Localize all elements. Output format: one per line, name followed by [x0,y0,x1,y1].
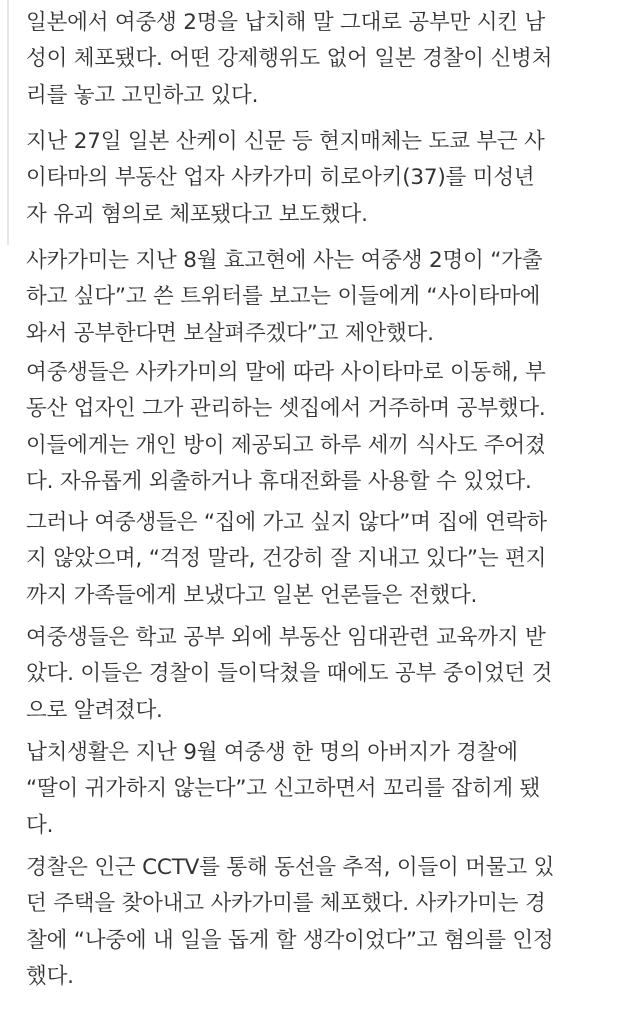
paragraph-line: 리를 놓고 고민하고 있다. [26,82,259,108]
paragraph-line: 사카가미는 지난 8월 효고현에 사는 여중생 2명이 “가출 [26,248,543,273]
paragraph-8 [26,850,631,996]
paragraph-line: 까지 가족들에게 보냈다고 일본 언론들은 전했다. [26,582,478,608]
paragraph-3 [26,243,631,352]
paragraph-line: 동산 업자인 그가 관리하는 셋집에서 거주하며 공부했다. [26,396,546,422]
paragraph-line: 지 않았으며, “걱정 말라, 건강히 잘 지내고 있다”는 편지 [26,546,547,572]
paragraph-line: 성이 체포됐다. 어떤 강제행위도 없어 일본 경찰이 신병처 [26,46,553,72]
paragraph-line: 자 유괴 혐의로 체포됐다고 보도했다. [26,201,368,227]
paragraph-line: 일본에서 여중생 2명을 납치해 말 그대로 공부만 시킨 남 [26,10,546,35]
paragraph-5 [26,505,631,614]
paragraph-2 [26,124,631,233]
paragraph-line: 납치생활은 지난 9월 여중생 한 명의 아버지가 경찰에 [26,740,518,765]
paragraph-line: 이들에게는 개인 방이 제공되고 하루 세끼 식사도 주어졌 [26,432,546,458]
paragraph-line: 여중생들은 사카가미의 말에 따라 사이타마로 이동해, 부 [26,360,546,385]
paragraph-line: 와서 공부한다면 보살펴주겠다”고 제안했다. [26,320,434,346]
paragraph-line: 다. 자유롭게 외출하거나 휴대전화를 사용할 수 있었다. [26,469,532,495]
paragraph-line: “딸이 귀가하지 않는다”고 신고하면서 꼬리를 잡히게 됐 [26,776,541,802]
paragraph-line: 찰에 “나중에 내 일을 돕게 할 생각이었다”고 혐의를 인정 [26,927,554,953]
paragraph-line: 했다. [26,964,74,990]
paragraph-line: 하고 싶다”고 쓴 트위터를 보고는 이들에게 “사이타마에 [26,284,541,310]
paragraph-line: 이타마의 부동산 업자 사카가미 히로아키(37)를 미성년 [26,165,535,191]
paragraph-6 [26,620,631,729]
paragraph-line: 여중생들은 학교 공부 외에 부동산 임대관련 교육까지 받 [26,625,546,650]
paragraph-line: 그러나 여중생들은 “집에 가고 싶지 않다”며 집에 연락하 [26,510,547,535]
paragraph-line: 던 주택을 찾아내고 사카가미를 체포했다. 사카가미는 경 [26,891,546,917]
quote-rule [7,0,9,245]
paragraph-line: 으로 알려졌다. [26,697,163,723]
paragraph-line: 지난 27일 일본 산케이 신문 등 현지매체는 도쿄 부근 사 [26,129,545,154]
paragraph-1 [26,5,631,114]
paragraph-line: 았다. 이들은 경찰이 들이닥쳤을 때에도 공부 중이었던 것 [26,661,553,687]
paragraph-line: 경찰은 인근 CCTV를 통해 동선을 추적, 이들이 머물고 있 [26,855,555,880]
paragraph-line: 다. [26,812,54,838]
paragraph-4 [26,355,631,501]
paragraph-7 [26,735,631,844]
